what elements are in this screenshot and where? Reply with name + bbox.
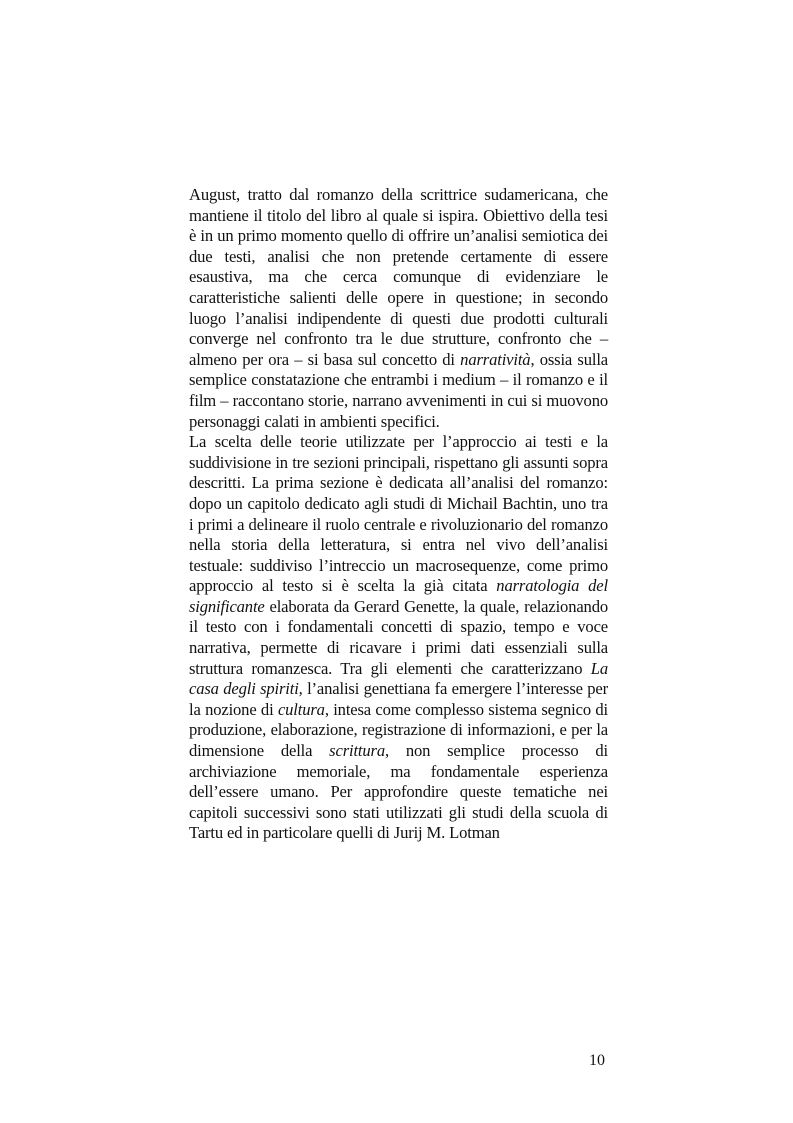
text-run: l’analisi genettiana fa emergere l’interesse per la nozione di — [189, 679, 608, 719]
page-number: 10 — [589, 1052, 605, 1069]
text-run: , intesa come complesso sistema segnico di produzione, elaborazione, registrazione di informazioni, e per la dimensione della — [189, 699, 608, 761]
paragraph — [189, 432, 608, 844]
paragraph — [189, 185, 608, 432]
text-run: August, tratto dal romanzo della scrittrice sudamericana, che mantiene il titolo del libro al quale si ispira. Obiettivo della tesi è in un primo momento quello di offrire un’analisi semiotica dei due testi, analisi che non pretende certamente di essere esaustiva, ma che cerca comunque di evidenziare le caratteristiche salienti delle opere in questione; in secondo luogo l’analisi indipendente di questi due prodotti culturali converge nel confronto tra le due strutture, confronto che – almeno per ora – si basa sul concetto di — [189, 185, 608, 369]
italic-run: scrittura — [329, 741, 385, 761]
text-run: , non semplice processo di archiviazione memoriale, ma fondamentale esperienza dell’essere umano. Per approfondire queste tematiche nei capitoli successivi sono stati utilizzati gli studi della scuola di Tartu ed in particolare quelli di Jurij M. Lotman — [189, 741, 609, 843]
body-text — [189, 185, 608, 844]
italic-run: narratologia del significante — [189, 576, 608, 616]
text-run: La scelta delle teorie utilizzate per l’approccio ai testi e la suddivisione in tre sezioni principali, rispettano gli assunti sopra descritti. La prima sezione è dedicata all’analisi del romanzo: dopo un capitolo dedicato agli studi di Michail Bachtin, uno tra i primi a delineare il ruolo centrale e rivoluzionario del romanzo nella storia della letteratura, si entra nel vivo dell’analisi testuale: suddiviso l’intreccio un macrosequenze, come primo approccio al testo si è scelta la già citata — [189, 432, 608, 596]
text-run: elaborata da Gerard Genette, la quale, relazionando il testo con i fondamentali concetti di spazio, tempo e voce narrativa, permette di ricavare i primi dati essenziali sulla struttura romanzesca. Tra gli elementi che caratterizzano — [189, 596, 608, 678]
text-run: , ossia sulla semplice constatazione che entrambi i medium – il romanzo e il film – raccontano storie, narrano avvenimenti in cui si muovono personaggi calati in ambienti specifici. — [189, 349, 609, 431]
italic-run: narratività — [460, 349, 531, 369]
italic-run: La casa degli spiriti, — [189, 658, 608, 699]
italic-run: cultura — [277, 699, 325, 719]
